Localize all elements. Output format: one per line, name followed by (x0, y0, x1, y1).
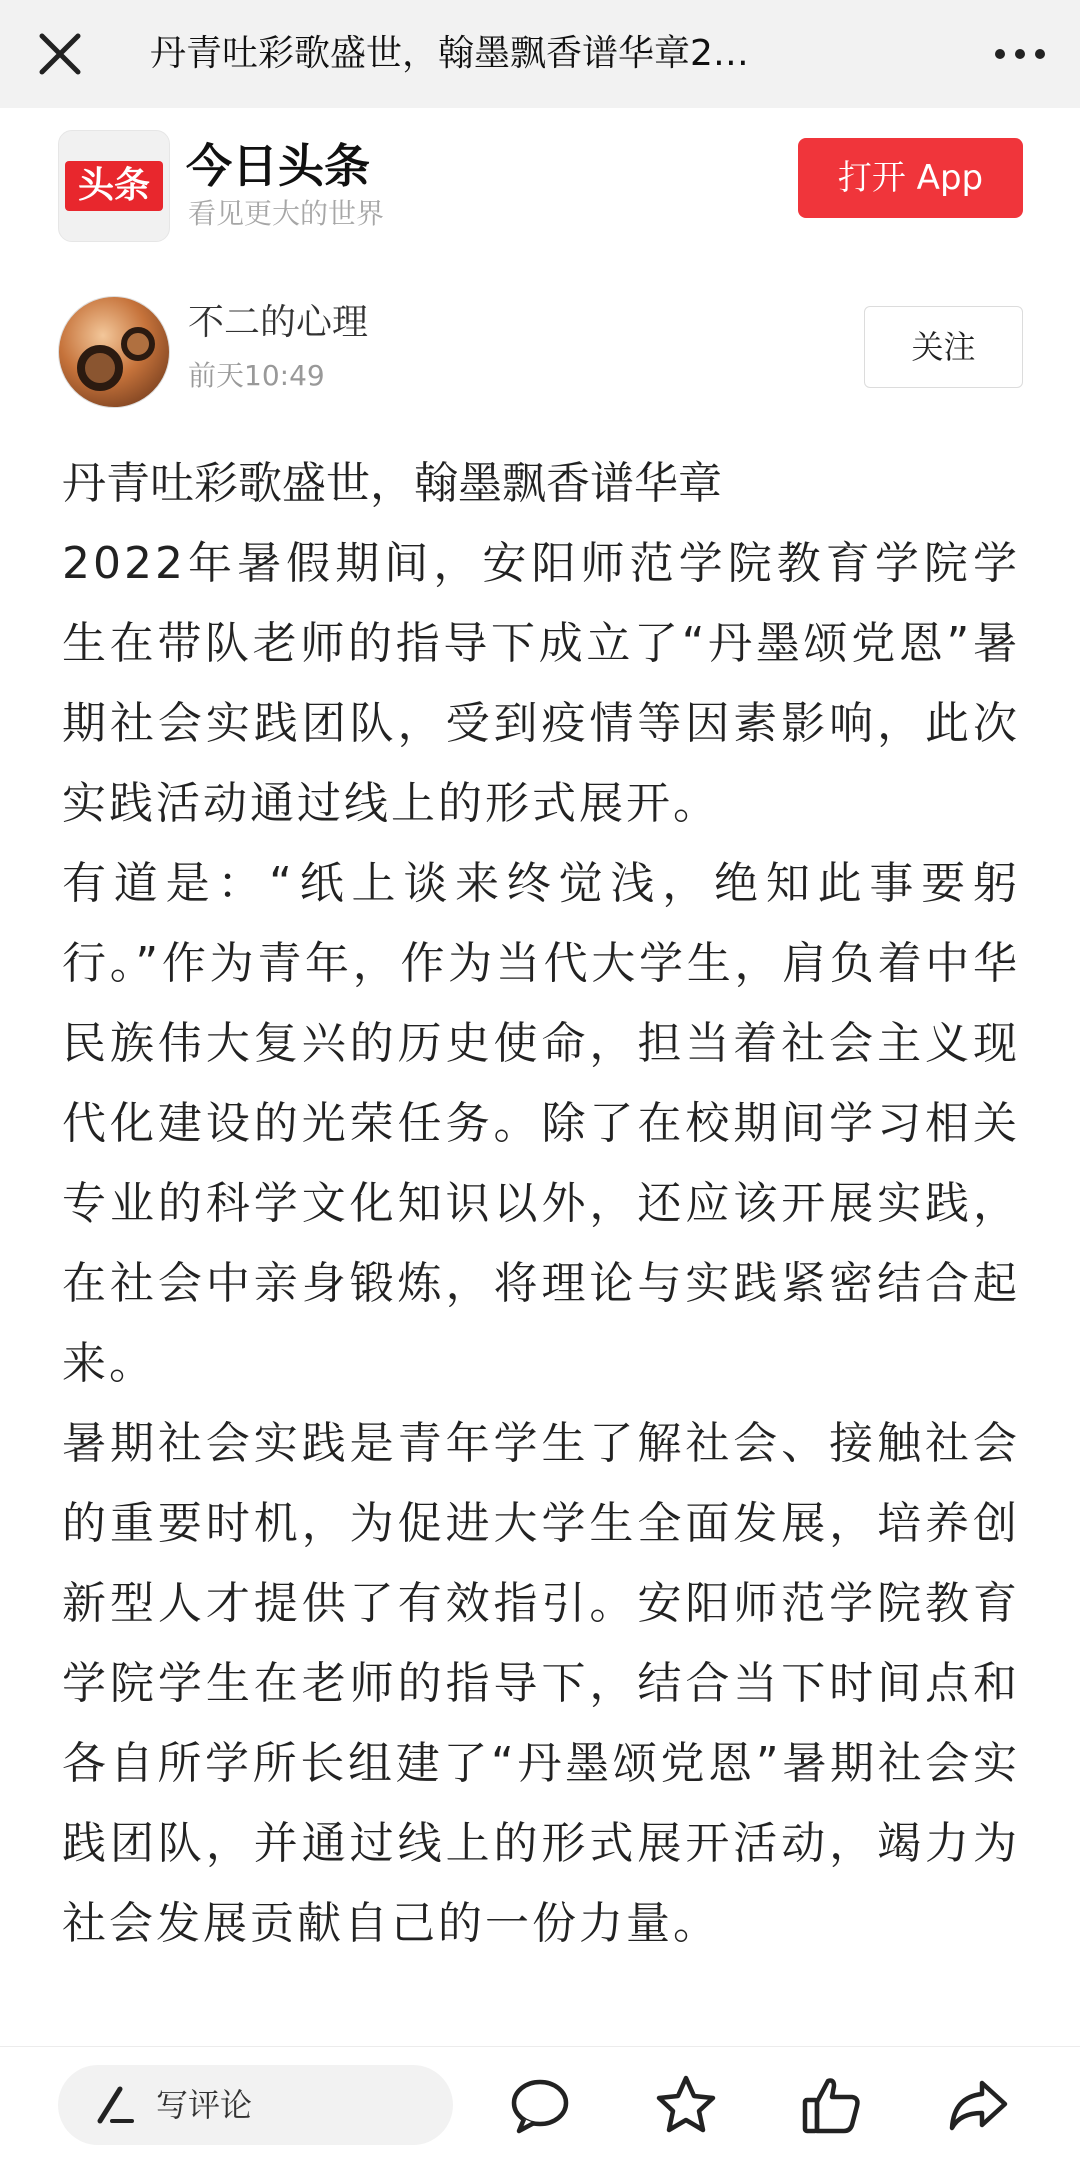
bottom-action-bar (0, 2046, 1080, 2159)
comment-placeholder: 写评论 (156, 2086, 253, 2124)
pen-icon (92, 2083, 136, 2127)
article-paragraph: 暑期社会实践是青年学生了解社会、接触社会的重要时机，为促进大学生全面发展，培养创新型人才提供了有效指引。安阳师范学院教育学院学生在老师的指导下，结合当下时间点和各自所学所长组建了“丹墨颂党恩”暑期社会实践团队，并通过线上的形式展开活动，竭力为社会发展贡献自己的一份力量。 (62, 1418, 1020, 1949)
open-app-button[interactable]: 打开 App (798, 138, 1023, 218)
logo-text: 头条 (65, 161, 163, 211)
thumbs-up-icon[interactable] (800, 2073, 864, 2137)
close-icon[interactable] (28, 22, 92, 86)
comment-icon[interactable] (508, 2073, 572, 2137)
author-name[interactable]: 不二的心理 (188, 302, 369, 343)
share-icon[interactable] (946, 2073, 1010, 2137)
app-logo (58, 130, 170, 242)
brand-header (0, 108, 1080, 268)
brand-name: 今日头条 (186, 139, 370, 193)
top-nav-bar (0, 0, 1080, 109)
author-row (0, 288, 1080, 418)
page-title: 丹青吐彩歌盛世，翰墨飘香谱华章2… (150, 33, 749, 74)
brand-slogan: 看见更大的世界 (188, 197, 385, 230)
publish-time: 前天10:49 (188, 359, 325, 392)
comment-input[interactable] (58, 2065, 453, 2145)
more-icon[interactable] (988, 22, 1052, 86)
avatar[interactable] (58, 296, 170, 408)
star-icon[interactable] (654, 2073, 718, 2137)
article-paragraph: 2022年暑假期间，安阳师范学院教育学院学生在带队老师的指导下成立了“丹墨颂党恩”暑期社会实践团队，受到疫情等因素影响，此次实践活动通过线上的形式展开。 (62, 538, 1020, 829)
article-paragraph: 有道是：“纸上谈来终觉浅，绝知此事要躬行。”作为青年，作为当代大学生，肩负着中华民族伟大复兴的历史使命，担当着社会主义现代化建设的光荣任务。除了在校期间学习相关专业的科学文化知识以外，还应该开展实践，在社会中亲身锻炼，将理论与实践紧密结合起来。 (62, 858, 1020, 1389)
follow-button[interactable]: 关注 (864, 306, 1023, 388)
article-title: 丹青吐彩歌盛世，翰墨飘香谱华章 (62, 458, 722, 509)
article-body (62, 444, 1020, 1964)
